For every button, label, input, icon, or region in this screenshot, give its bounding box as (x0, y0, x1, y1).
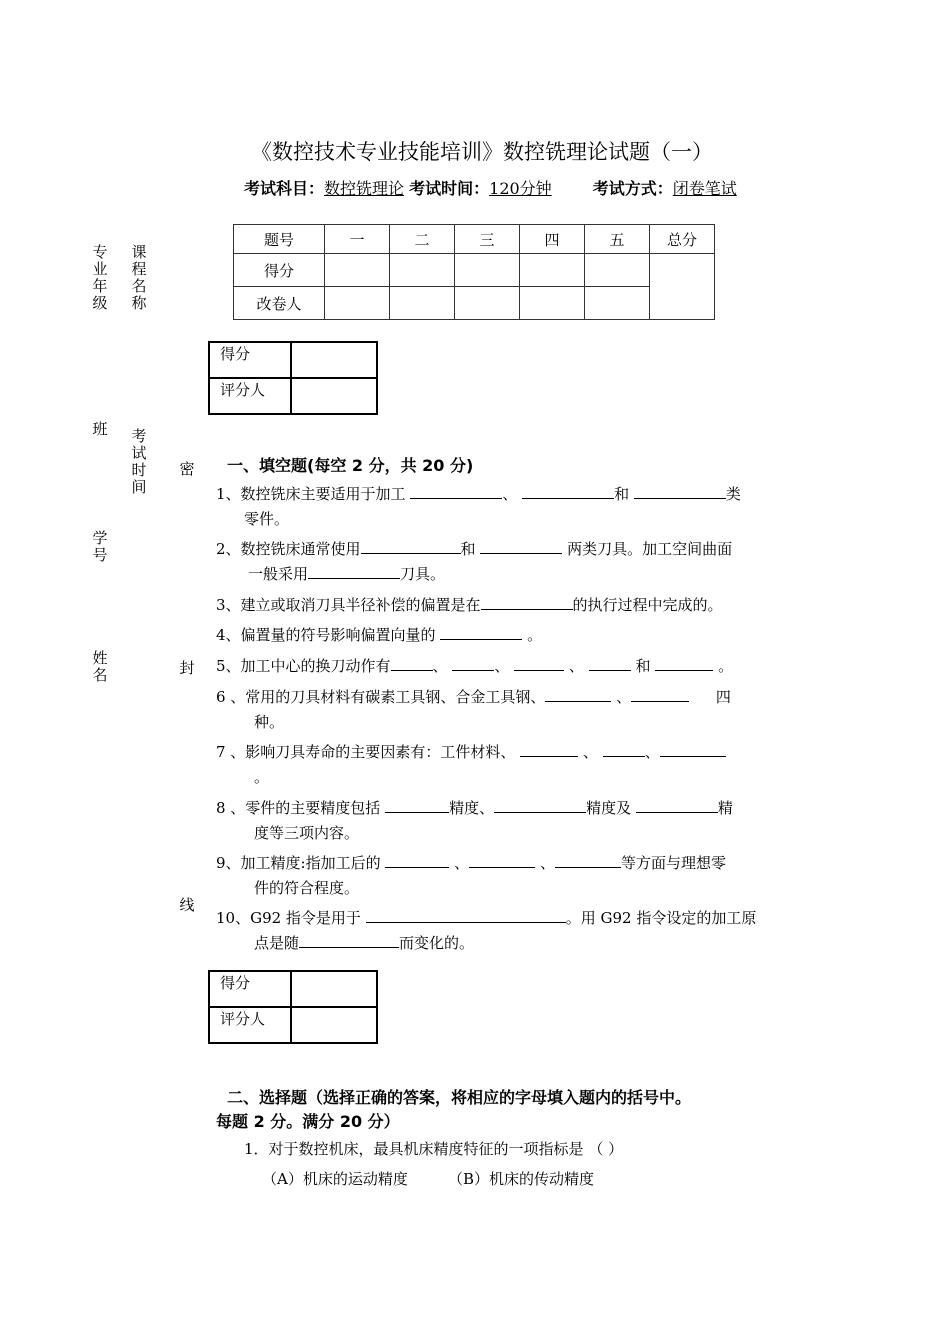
choice-option-a[interactable]: （A）机床的运动精度 (262, 1170, 408, 1188)
header-cell: 题号 (234, 225, 325, 254)
mode-value: 闭卷笔试 (672, 179, 737, 198)
answer-blank[interactable] (410, 482, 502, 499)
answer-blank[interactable] (481, 593, 573, 610)
grader-cell[interactable] (585, 287, 650, 320)
answer-blank[interactable] (452, 654, 494, 671)
question-1: 1、数控铣床主要适用于加工 、 和 类 (216, 482, 741, 507)
section-1-title: 一、填空题(每空 2 分，共 20 分) (227, 456, 474, 475)
header-cell: 总分 (650, 225, 715, 254)
grader-cell[interactable] (325, 287, 390, 320)
question-1-cont: 零件。 (244, 510, 290, 528)
answer-blank[interactable] (494, 796, 586, 813)
score-table-header (234, 225, 715, 254)
score-cell[interactable] (325, 254, 390, 287)
answer-blank[interactable] (480, 537, 562, 554)
answer-blank[interactable] (520, 740, 578, 757)
question-8: 8 、零件的主要精度包括 精度、 精度及 精 (216, 796, 733, 821)
score-cell[interactable] (585, 254, 650, 287)
answer-blank[interactable] (366, 906, 566, 923)
question-6-cont: 种。 (254, 713, 285, 731)
row-label: 改卷人 (234, 287, 325, 320)
question-8-cont: 度等三项内容。 (254, 824, 360, 842)
answer-blank[interactable] (385, 796, 449, 813)
seal-mark-xian: 线 (179, 896, 195, 914)
question-9: 9、加工精度:指加工后的 、 、 等方面与理想零 (216, 851, 726, 876)
seal-mark-mi: 密 (179, 460, 195, 478)
grader-box-score-blank[interactable] (291, 971, 377, 1007)
grader-box-grader-blank[interactable] (291, 1007, 377, 1043)
section-2-title-line-1: 二、选择题（选择正确的答案，将相应的字母填入题内的括号中。 (227, 1088, 692, 1107)
question-7-cont: 。 (254, 768, 270, 786)
answer-blank[interactable] (391, 654, 433, 671)
answer-blank[interactable] (299, 931, 399, 948)
grader-box-1 (208, 341, 378, 415)
answer-blank[interactable] (603, 740, 645, 757)
mode-label: 考试方式： (592, 179, 673, 198)
header-cell: 一 (325, 225, 390, 254)
exam-info (244, 176, 737, 199)
header-cell: 四 (520, 225, 585, 254)
answer-blank[interactable] (555, 851, 621, 868)
answer-blank[interactable] (660, 740, 726, 757)
side-label-major: 专业年级 (92, 243, 108, 312)
subject-value: 数控铣理论 (324, 179, 405, 198)
grader-cell[interactable] (390, 287, 455, 320)
time-label: 考试时间： (409, 179, 490, 198)
question-10-cont: 点是随 而变化的。 (254, 931, 474, 956)
grader-box-grader-label: 评分人 (209, 378, 291, 414)
answer-blank[interactable] (631, 685, 689, 702)
page-title: 《数控技术专业技能培训》数控铣理论试题（一） (251, 140, 713, 164)
grader-box-2 (208, 970, 378, 1044)
answer-blank[interactable] (522, 482, 614, 499)
header-cell: 二 (390, 225, 455, 254)
grader-box-grader-blank[interactable] (291, 378, 377, 414)
answer-blank[interactable] (469, 851, 535, 868)
grader-cell[interactable] (520, 287, 585, 320)
score-table (233, 224, 715, 320)
side-label-student-id: 学号 (92, 529, 108, 564)
score-cell[interactable] (455, 254, 520, 287)
time-value: 120分钟 (489, 179, 552, 198)
answer-blank[interactable] (361, 537, 461, 554)
side-label-exam-time: 考试时间 (131, 427, 147, 496)
grader-box-grader-label: 评分人 (209, 1007, 291, 1043)
seal-mark-feng: 封 (179, 659, 195, 677)
grader-box-score-label: 得分 (209, 342, 291, 378)
subject-label: 考试科目： (244, 179, 325, 198)
score-cell[interactable] (520, 254, 585, 287)
question-10: 10、G92 指令是用于 。用 G92 指令设定的加工原 (216, 906, 756, 931)
side-label-class: 班 (92, 420, 108, 438)
side-label-course: 课程名称 (131, 243, 147, 312)
answer-blank[interactable] (440, 623, 522, 640)
choice-option-b[interactable]: （B）机床的传动精度 (448, 1170, 595, 1188)
question-5: 5、加工中心的换刀动作有 、 、 、 和 。 (216, 654, 733, 679)
answer-blank[interactable] (636, 796, 718, 813)
answer-blank[interactable] (545, 685, 611, 702)
score-cell[interactable] (390, 254, 455, 287)
question-2-cont: 一般采用 刀具。 (248, 562, 445, 587)
side-label-name: 姓名 (92, 649, 108, 684)
header-cell: 三 (455, 225, 520, 254)
grader-row (234, 287, 715, 320)
answer-blank[interactable] (634, 482, 726, 499)
choice-question-1: 1．对于数控机床，最具机床精度特征的一项指标是 （ ） (244, 1140, 624, 1158)
answer-blank[interactable] (589, 654, 631, 671)
grader-box-score-blank[interactable] (291, 342, 377, 378)
row-label: 得分 (234, 254, 325, 287)
question-2: 2、数控铣床通常使用 和 两类刀具。加工空间曲面 (216, 537, 732, 562)
question-7: 7 、影响刀具寿命的主要因素有：工件材料、 、 、 (216, 740, 726, 765)
grader-box-score-label: 得分 (209, 971, 291, 1007)
answer-blank[interactable] (655, 654, 713, 671)
answer-blank[interactable] (385, 851, 449, 868)
total-score-cell[interactable] (650, 254, 715, 320)
question-4: 4、偏置量的符号影响偏置向量的 。 (216, 623, 542, 648)
header-cell: 五 (585, 225, 650, 254)
grader-cell[interactable] (455, 287, 520, 320)
question-3: 3、建立或取消刀具半径补偿的偏置是在 的执行过程中完成的。 (216, 593, 723, 618)
score-row (234, 254, 715, 287)
section-2-title-line-2: 每题 2 分。满分 20 分） (216, 1112, 400, 1131)
question-6: 6 、常用的刀具材料有碳素工具钢、合金工具钢、 、 四 (216, 685, 731, 710)
answer-blank[interactable] (308, 562, 400, 579)
question-9-cont: 件的符合程度。 (254, 879, 360, 897)
answer-blank[interactable] (514, 654, 564, 671)
